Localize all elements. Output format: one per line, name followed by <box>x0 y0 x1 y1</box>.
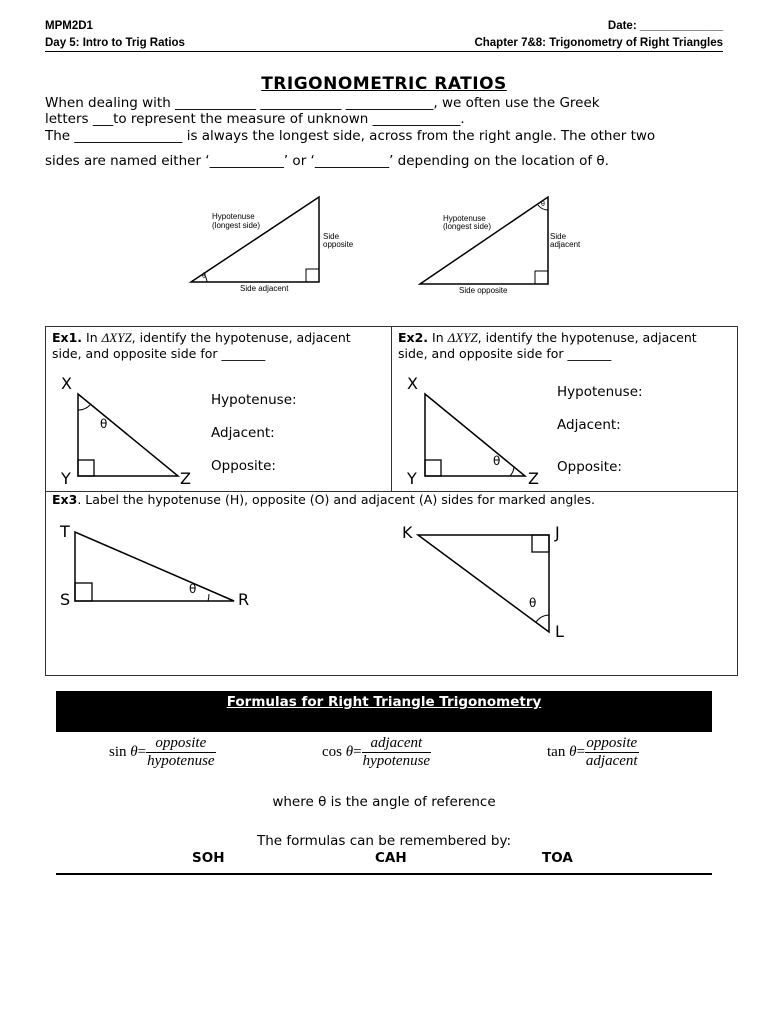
tan-formula <box>547 735 639 770</box>
ex2-prompt <box>398 330 697 346</box>
sin-denominator: hypotenuse <box>147 753 215 769</box>
diagram-right-theta: θ <box>541 201 545 208</box>
sin-fn: sin <box>109 744 127 760</box>
diagram-right-base: Side opposite <box>459 286 508 295</box>
diagram-left-hyp: Hypotenuse <box>212 212 255 221</box>
ex1-prompt <box>52 330 351 346</box>
cos-denominator: hypotenuse <box>362 753 431 769</box>
cos-theta: θ <box>345 744 354 760</box>
ex1-opposite-label: Opposite: <box>211 458 276 474</box>
ex1-line2: side, and opposite side for _______ <box>52 346 266 361</box>
ex2-adjacent-label: Adjacent: <box>557 417 621 433</box>
chapter-title: Chapter 7&8: Trigonometry of Right Triangles <box>474 37 723 49</box>
ex3-triangle-1 <box>56 518 256 613</box>
mnemonic-toa: TOA <box>542 850 573 866</box>
reference-note: where θ is the angle of reference <box>272 794 496 810</box>
diagram-left-side-top: Side <box>323 232 340 241</box>
ex2-label: Ex2. <box>398 330 429 345</box>
day-title: Day 5: Intro to Trig Ratios <box>45 37 185 49</box>
diagram-right-hyp-note: (longest side) <box>443 222 492 231</box>
ex1-triangle-figure <box>58 372 198 490</box>
ex2-post: , identify the hypotenuse, adjacent <box>477 330 697 345</box>
ex3-tri1-vertex-t: T <box>60 522 70 541</box>
ex3-triangle-1-shape <box>56 518 256 613</box>
ex2-vertex-z: Z <box>528 469 539 488</box>
ex3-tri2-theta: θ <box>529 596 537 610</box>
intro-line-4: sides are named either ‘___________’ or ‘___________’ depending on the location of θ. <box>45 153 609 169</box>
ex2-line2: side, and opposite side for _______ <box>398 346 612 361</box>
sin-formula <box>109 735 216 770</box>
intro-line-2: letters ___to represent the measure of unknown _____________. <box>45 111 465 127</box>
tan-theta: θ <box>569 744 577 760</box>
intro-line-3: The ________________ is always the longest side, across from the right angle. The other two <box>45 128 656 144</box>
ex3-prompt <box>52 492 595 507</box>
diagram-right-side-bottom: adjacent <box>550 240 581 249</box>
ex3-triangle-2 <box>400 520 580 645</box>
ex3-tri1-vertex-r: R <box>238 590 250 609</box>
header-rule <box>45 37 723 52</box>
diagram-right <box>414 190 589 295</box>
diagram-left-theta: θ <box>202 273 206 280</box>
formulas-banner-title: Formulas for Right Triangle Trigonometry <box>226 694 542 710</box>
ex1-vertex-x: X <box>61 374 72 393</box>
course-code: MPM2D1 <box>45 20 93 32</box>
ex1-pre: In <box>86 330 98 345</box>
ex2-pre: In <box>432 330 444 345</box>
ex1-vertex-y: Y <box>61 469 71 488</box>
ex3-tri1-vertex-s: S <box>60 590 71 609</box>
sin-theta: θ <box>130 744 138 760</box>
diagram-left-hyp-note: (longest side) <box>212 221 261 230</box>
ex1-adjacent-label: Adjacent: <box>211 425 275 441</box>
diagram-right-side-top: Side <box>550 232 567 241</box>
cos-fn: cos <box>322 744 342 760</box>
ex1-triangle-shape <box>58 372 198 490</box>
ex2-triangle-figure <box>404 372 544 490</box>
diagram-left <box>183 190 358 295</box>
mnemonic-cah: CAH <box>375 850 407 866</box>
ex2-triangle-shape <box>404 372 544 490</box>
ex3-text: . Label the hypotenuse (H), opposite (O) and adjacent (A) sides for marked angles. <box>77 492 595 507</box>
date-field: Date: _____________ <box>607 20 723 32</box>
ex3-label: Ex3 <box>52 492 78 507</box>
ex2-triangle: ΔXYZ <box>447 330 478 345</box>
tan-eq: = <box>576 744 585 760</box>
tan-denominator: adjacent <box>585 753 638 769</box>
ex1-label: Ex1. <box>52 330 83 345</box>
page-title: TRIGONOMETRIC RATIOS <box>261 74 507 94</box>
remember-note: The formulas can be remembered by: <box>256 833 512 849</box>
ex2-vertex-y: Y <box>407 469 417 488</box>
cos-numerator: adjacent <box>362 735 431 753</box>
ex3-tri2-vertex-j: J <box>555 523 560 542</box>
examples-divider-vertical <box>391 326 392 491</box>
sin-fraction <box>146 735 215 770</box>
mnemonic-soh: SOH <box>192 850 225 866</box>
ex1-triangle: ΔXYZ <box>101 330 132 345</box>
ex3-triangle-2-shape <box>400 520 580 645</box>
cos-fraction <box>362 735 431 770</box>
ex1-theta: θ <box>100 417 108 431</box>
ex3-tri2-vertex-k: K <box>402 523 413 542</box>
ex3-tri1-theta: θ <box>189 582 197 596</box>
mnemonics-row <box>56 849 712 875</box>
ex2-vertex-x: X <box>407 374 418 393</box>
cos-formula <box>322 735 431 770</box>
tan-fraction <box>585 735 639 770</box>
diagram-left-side-bottom: opposite <box>323 240 354 249</box>
ex1-vertex-z: Z <box>180 469 191 488</box>
sin-eq: = <box>137 744 147 760</box>
tan-fn: tan <box>547 744 566 760</box>
formulas-banner <box>56 691 712 732</box>
intro-line-1: When dealing with ____________ ____________ _____________, we often use the Greek <box>45 95 600 111</box>
sin-numerator: opposite <box>146 735 215 753</box>
tan-numerator: opposite <box>586 735 638 751</box>
ex1-hypotenuse-label: Hypotenuse: <box>211 392 297 408</box>
cos-eq: = <box>353 744 362 760</box>
ex2-theta: θ <box>493 454 501 468</box>
ex1-post: , identify the hypotenuse, adjacent <box>131 330 351 345</box>
ex2-opposite-label: Opposite: <box>557 459 622 475</box>
diagram-right-hyp: Hypotenuse <box>443 214 486 223</box>
ex2-hypotenuse-label: Hypotenuse: <box>557 384 643 400</box>
ex3-tri2-vertex-l: L <box>555 622 564 641</box>
diagram-left-base: Side adjacent <box>240 284 289 293</box>
